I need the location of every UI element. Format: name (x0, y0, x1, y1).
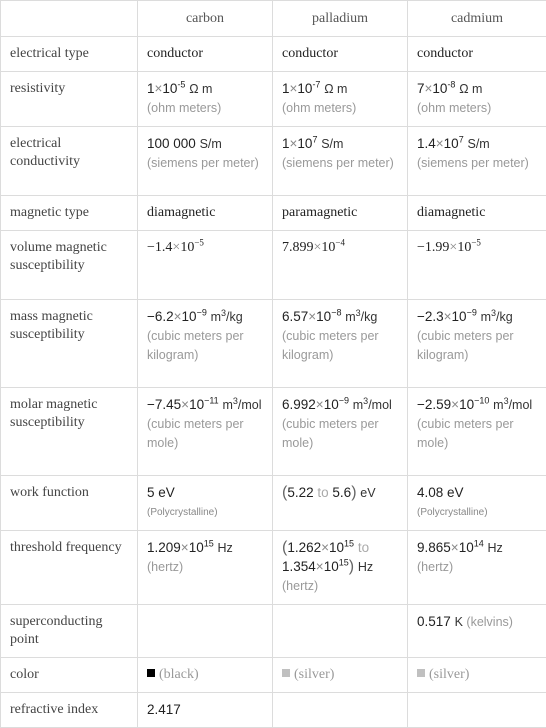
header-carbon: carbon (138, 1, 273, 37)
row-label: work function (1, 476, 138, 531)
row-magnetic-type (1, 196, 546, 231)
row-label: color (1, 658, 138, 693)
row-label: electrical type (1, 37, 138, 72)
cell-palladium: conductor (273, 37, 408, 72)
cell-cadmium: $-2.3\times 10^{-9}$ $m^3/kg$ (cubic meters per kilogram) (408, 300, 546, 388)
row-label: resistivity (1, 72, 138, 127)
cell-palladium: $1\times 10^{-7}$ Ω m (ohm meters) (273, 72, 408, 127)
row-electrical-type (1, 37, 546, 72)
cell-cadmium: (silver) (408, 658, 546, 693)
row-label: refractive index (1, 693, 138, 728)
cell-carbon: $-1.4\times 10^{-5}$ (138, 231, 273, 300)
silver-swatch-icon (282, 669, 290, 677)
cell-cadmium: $9.865\times 10^{14}$ Hz (hertz) (408, 531, 546, 605)
cell-cadmium: $7\times 10^{-8}$ Ω m (ohm meters) (408, 72, 546, 127)
cell-palladium (273, 693, 408, 728)
row-mass-susceptibility (1, 300, 546, 388)
cell-carbon: 2.417 (138, 693, 273, 728)
header-row (1, 1, 546, 37)
row-work-function (1, 476, 546, 531)
cell-cadmium: $1.4\times 10^7$ S/m (siemens per meter) (408, 127, 546, 196)
cell-palladium: (silver) (273, 658, 408, 693)
row-superconducting-point (1, 605, 546, 658)
row-color (1, 658, 546, 693)
cell-palladium: (5.22 to 5.6) eV (273, 476, 408, 531)
row-label: threshold frequency (1, 531, 138, 605)
black-swatch-icon (147, 669, 155, 677)
cell-carbon (138, 605, 273, 658)
cell-carbon: $1.209\times 10^{15}$ Hz (hertz) (138, 531, 273, 605)
cell-palladium: ($1.262\times 10^{15}$ to $1.354\times 10^{15}$) Hz (hertz) (273, 531, 408, 605)
header-corner (1, 1, 138, 37)
row-resistivity (1, 72, 546, 127)
cell-palladium (273, 605, 408, 658)
cell-carbon: $1\times 10^{-5}$ Ω m (ohm meters) (138, 72, 273, 127)
cell-cadmium: $-2.59\times 10^{-10}$ $m^3$/mol (cubic meters per mole) (408, 388, 546, 476)
header-palladium: palladium (273, 1, 408, 37)
cell-cadmium: 0.517 K (kelvins) (408, 605, 546, 658)
row-label: molar magnetic susceptibility (1, 388, 138, 476)
cell-palladium: $6.992\times 10^{-9}$ $m^3$/mol (cubic meters per mole) (273, 388, 408, 476)
header-cadmium: cadmium (408, 1, 546, 37)
row-label: superconducting point (1, 605, 138, 658)
cell-palladium: $1\times 10^7$ S/m (siemens per meter) (273, 127, 408, 196)
cell-cadmium: 4.08 eV (Polycrystalline) (408, 476, 546, 531)
row-label: mass magnetic susceptibility (1, 300, 138, 388)
cell-carbon: diamagnetic (138, 196, 273, 231)
row-label: volume magnetic susceptibility (1, 231, 138, 300)
row-refractive-index (1, 693, 546, 728)
row-conductivity (1, 127, 546, 196)
silver-swatch-icon (417, 669, 425, 677)
row-label: electrical conductivity (1, 127, 138, 196)
cell-cadmium: diamagnetic (408, 196, 546, 231)
cell-carbon: $-6.2\times 10^{-9}$ $m^3/kg$ (cubic meters per kilogram) (138, 300, 273, 388)
cell-carbon: 5 eV (Polycrystalline) (138, 476, 273, 531)
row-label: magnetic type (1, 196, 138, 231)
cell-carbon: (black) (138, 658, 273, 693)
cell-carbon: 100 000 S/m (siemens per meter) (138, 127, 273, 196)
cell-cadmium: $-1.99\times 10^{-5}$ (408, 231, 546, 300)
row-volume-susceptibility (1, 231, 546, 300)
row-molar-susceptibility (1, 388, 546, 476)
cell-carbon: $-7.45\times 10^{-11}$ $m^3$/mol (cubic meters per mole) (138, 388, 273, 476)
cell-palladium: $6.57\times 10^{-8}$ $m^3/kg$ (cubic meters per kilogram) (273, 300, 408, 388)
cell-cadmium (408, 693, 546, 728)
cell-palladium: $7.899\times 10^{-4}$ (273, 231, 408, 300)
cell-cadmium: conductor (408, 37, 546, 72)
row-threshold-frequency (1, 531, 546, 605)
cell-palladium: paramagnetic (273, 196, 408, 231)
cell-carbon: conductor (138, 37, 273, 72)
